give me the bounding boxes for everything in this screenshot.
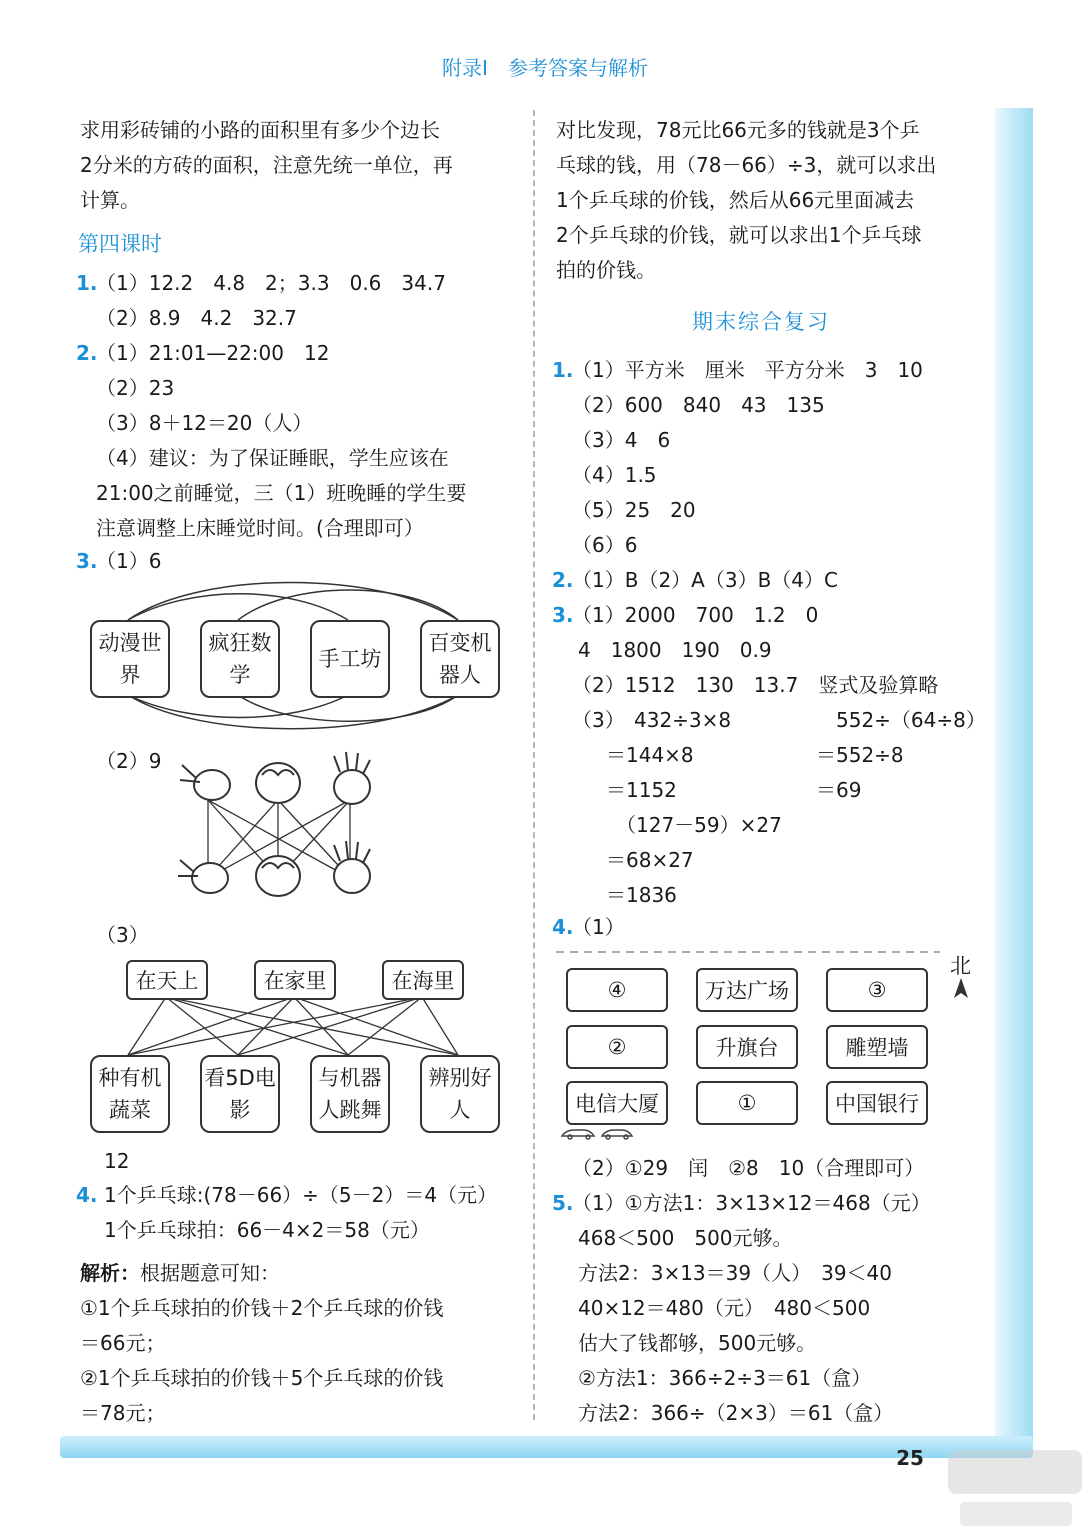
activity-box-vegetables: 种有机蔬菜 <box>90 1055 170 1133</box>
q4-line-1: 1个乒乓球:(78－66）÷（5－2）＝4（元） <box>104 1183 498 1207</box>
calc-c-line-3: ＝1836 <box>606 883 677 907</box>
north-arrow-icon <box>954 978 968 998</box>
place-box-sea: 在海里 <box>382 960 464 1000</box>
place-box-home: 在家里 <box>254 960 336 1000</box>
calc-c-line-2: ＝68×27 <box>606 848 694 872</box>
r-q1-line-6: （6）6 <box>572 533 638 557</box>
r-q1-line-5: （5）25 20 <box>572 498 696 522</box>
r-q4-number: 4. <box>552 915 574 939</box>
left-intro-line-3: 计算。 <box>80 188 140 212</box>
map-cell-3: ③ <box>826 968 928 1012</box>
r-q5-line-3: 方法2：3×13＝39（人） 39＜40 <box>578 1261 893 1285</box>
q1-line-2: （2）8.9 4.2 32.7 <box>96 306 297 330</box>
map-cell-2: ② <box>566 1025 668 1069</box>
map-cell-sculpture-wall: 雕塑墙 <box>826 1025 928 1069</box>
calc-b-line-1: 552÷（64÷8） <box>836 708 986 732</box>
right-cont-line-2: 乓球的钱，用（78－66）÷3，就可以求出 <box>556 153 937 177</box>
r-q5-line-6: ②方法1：366÷2÷3＝61（盒） <box>578 1366 872 1390</box>
left-intro-line-1: 求用彩砖铺的小路的面积里有多少个边长 <box>80 118 440 142</box>
car-icon <box>562 1130 632 1139</box>
r-q1-line-3: （3）4 6 <box>572 428 671 452</box>
r-q4-part-1: （1） <box>572 915 625 939</box>
right-cont-line-4: 2个乒乓球的价钱，就可以求出1个乒乓球 <box>556 223 922 247</box>
analysis-line-3: ②1个乒乓球拍的价钱＋5个乒乓球的价钱 <box>80 1366 444 1390</box>
q4-line-2: 1个乒乓球拍：66－4×2＝58（元） <box>104 1218 430 1242</box>
r-q5-line-7: 方法2：366÷（2×3）＝61（盒） <box>578 1401 894 1425</box>
r-q1-line-4: （4）1.5 <box>572 463 657 487</box>
r-q2-number: 2. <box>552 568 574 592</box>
q1-number: 1. <box>76 271 98 295</box>
q2-number: 2. <box>76 341 98 365</box>
map-cell-wanda: 万达广场 <box>696 968 798 1012</box>
activity-box-good-person: 辨别好人 <box>420 1055 500 1133</box>
r-q1-number: 1. <box>552 358 574 382</box>
calc-b-line-3: ＝69 <box>816 778 862 802</box>
r-q3-line-2: 4 1800 190 0.9 <box>578 638 772 662</box>
q2-line-2: （2）23 <box>96 376 175 400</box>
r-q4-part-2: （2）①29 闰 ②8 10（合理即可） <box>572 1156 925 1180</box>
watermark-logo-icon <box>940 1440 1090 1536</box>
calc-a-line-2: ＝144×8 <box>606 743 694 767</box>
right-cont-line-3: 1个乒乓球的价钱，然后从66元里面减去 <box>556 188 915 212</box>
q2-line-5: 21:00之前睡觉，三（1）班晚睡的学生要 <box>96 481 467 505</box>
q2-line-4: （4）建议：为了保证睡眠，学生应该在 <box>96 446 449 470</box>
q1-line-1: （1）12.2 4.8 2；3.3 0.6 34.7 <box>96 271 446 295</box>
section-title-final-review: 期末综合复习 <box>692 310 830 334</box>
calc-a-line-3: ＝1152 <box>606 778 677 802</box>
q3-part-1: （1）6 <box>96 549 162 573</box>
map-cell-flag-stage: 升旗台 <box>696 1025 798 1069</box>
r-q5-line-4: 40×12＝480（元） 480＜500 <box>578 1296 871 1320</box>
page-number: 25 <box>896 1446 924 1470</box>
r-q1-line-2: （2）600 840 43 135 <box>572 393 825 417</box>
right-cont-line-1: 对比发现，78元比66元多的钱就是3个乒 <box>556 118 920 142</box>
map-cell-boc: 中国银行 <box>826 1081 928 1125</box>
q3-part-2: （2）9 <box>96 749 162 773</box>
q4-number: 4. <box>76 1183 98 1207</box>
place-box-sky: 在天上 <box>126 960 208 1000</box>
q3-number: 3. <box>76 549 98 573</box>
r-q3-part-3-label: （3） <box>572 708 625 732</box>
club-box-robot: 百变机器人 <box>420 620 500 698</box>
right-cont-line-5: 拍的价钱。 <box>556 258 656 282</box>
calc-c-line-1: （127－59）×27 <box>616 813 782 837</box>
r-q5-line-2: 468＜500 500元够。 <box>578 1226 793 1250</box>
club-box-math: 疯狂数学 <box>200 620 280 698</box>
q2-line-3: （3）8＋12＝20（人） <box>96 411 313 435</box>
analysis-line-2: ＝66元； <box>80 1331 166 1355</box>
club-box-craft: 手工坊 <box>310 620 390 698</box>
analysis-line-1: ①1个乒乓球拍的价钱＋2个乒乓球的价钱 <box>80 1296 444 1320</box>
section-title-lesson-4: 第四课时 <box>78 232 162 256</box>
r-q2-line: （1）B（2）A（3）B（4）C <box>572 568 838 592</box>
activity-box-robot-dance: 与机器人跳舞 <box>310 1055 390 1133</box>
club-box-anime: 动漫世界 <box>90 620 170 698</box>
map-cell-telecom: 电信大厦 <box>566 1081 668 1125</box>
q2-line-6: 注意调整上床睡觉时间。(合理即可） <box>96 516 424 540</box>
map-cell-4: ④ <box>566 968 668 1012</box>
analysis-line-4: ＝78元； <box>80 1401 166 1425</box>
r-q3-line-3: （2）1512 130 13.7 竖式及验算略 <box>572 673 939 697</box>
q3-part-3: （3） <box>96 923 149 947</box>
map-cell-1: ① <box>696 1081 798 1125</box>
calc-b-line-2: ＝552÷8 <box>816 743 904 767</box>
left-intro-line-2: 2分米的方砖的面积，注意先统一单位，再 <box>80 153 453 177</box>
r-q5-line-5: 估大了钱都够，500元够。 <box>578 1331 817 1355</box>
page-header: 附录Ⅰ 参考答案与解析 <box>442 56 648 80</box>
analysis-intro: 根据题意可知： <box>140 1261 280 1285</box>
analysis-label: 解析： <box>80 1261 140 1285</box>
r-q1-line-1: （1）平方米 厘米 平方分米 3 10 <box>572 358 923 382</box>
activity-box-5d-movie: 看5D电影 <box>200 1055 280 1133</box>
calc-a-line-1: 432÷3×8 <box>634 708 732 732</box>
r-q3-line-1: （1）2000 700 1.2 0 <box>572 603 819 627</box>
north-label: 北 <box>950 954 971 978</box>
r-q5-number: 5. <box>552 1191 574 1215</box>
r-q5-line-1: （1）①方法1：3×13×12＝468（元） <box>572 1191 931 1215</box>
q3-answer: 12 <box>104 1149 130 1173</box>
q2-line-1: （1）21:01—22:00 12 <box>96 341 330 365</box>
r-q3-number: 3. <box>552 603 574 627</box>
